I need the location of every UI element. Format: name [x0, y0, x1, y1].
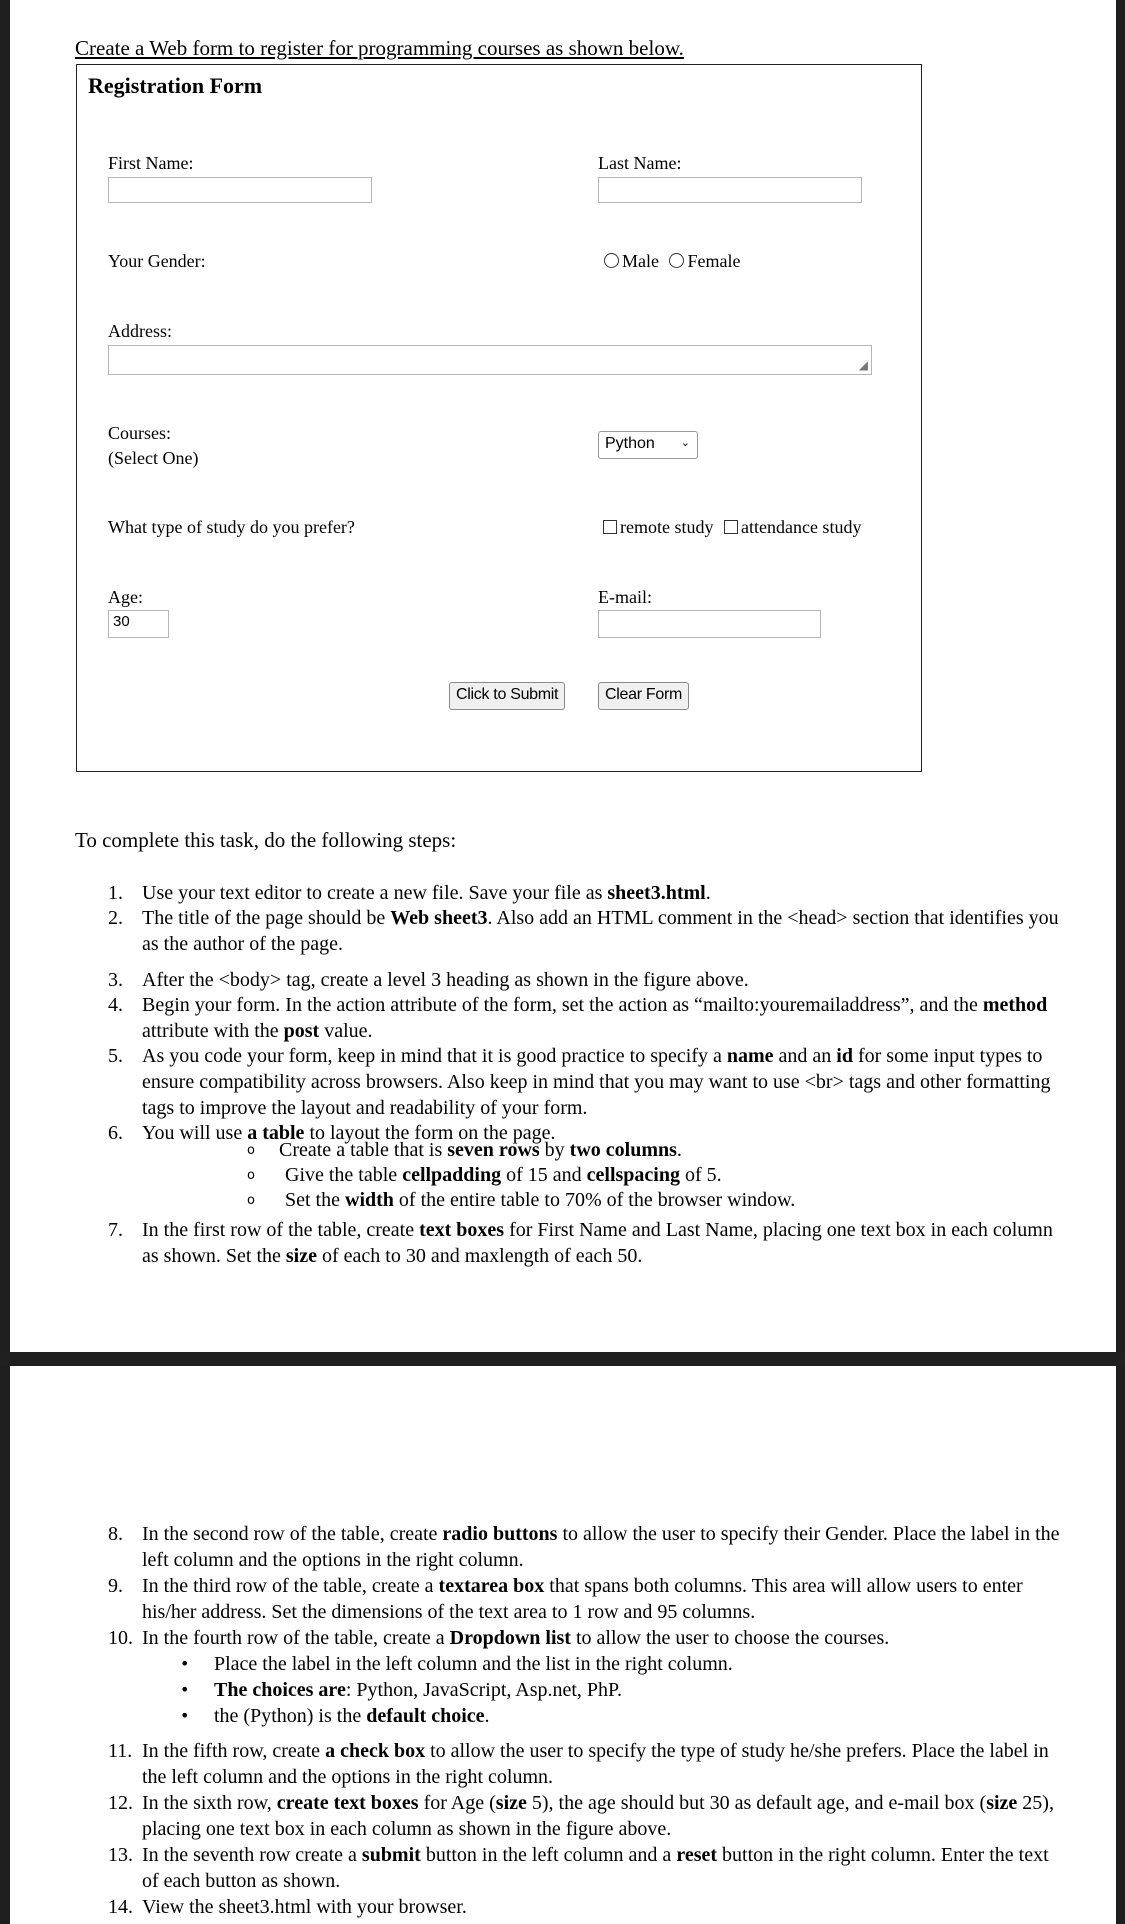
step-number: 4. [108, 994, 123, 1016]
circle-bullet-icon: o [247, 1193, 255, 1208]
bullet-icon: • [180, 1680, 190, 1699]
age-input[interactable]: 30 [108, 610, 169, 638]
step-number: 13. [108, 1844, 133, 1866]
circle-bullet-icon: o [247, 1143, 255, 1158]
submit-button[interactable]: Click to Submit [449, 682, 565, 710]
first-name-input[interactable] [108, 177, 372, 203]
step-number: 2. [108, 907, 123, 929]
checkbox-remote[interactable] [603, 520, 617, 534]
sub-list-text: Set the width of the entire table to 70% of the browser window. [285, 1189, 796, 1211]
step-text: The title of the page should be Web sheet3. Also add an HTML comment in the <head> section that identifies you as the author of the page. [142, 907, 1059, 955]
right-border [1116, 0, 1125, 1924]
age-label: Age: [108, 587, 143, 607]
circle-bullet-icon: o [247, 1168, 255, 1183]
step-number: 9. [108, 1575, 123, 1597]
left-border [0, 0, 10, 1924]
step-text: In the fourth row of the table, create a Dropdown list to allow the user to choose the courses. [142, 1627, 890, 1649]
step-number: 1. [108, 882, 123, 904]
bullet-text: the (Python) is the default choice. [214, 1705, 490, 1727]
last-name-input[interactable] [598, 177, 862, 203]
radio-male[interactable] [604, 253, 619, 268]
step-number: 5. [108, 1045, 123, 1067]
step-text: Begin your form. In the action attribute of the form, set the action as “mailto:youremailaddress”, and the method attribute with the post value. [142, 994, 1048, 1042]
step-text: In the seventh row create a submit button in the left column and a reset button in the right column. Enter the text of each button as shown. [142, 1844, 1049, 1892]
step-number: 12. [108, 1792, 133, 1814]
bullet-icon: • [180, 1654, 190, 1673]
step-number: 10. [108, 1627, 133, 1649]
form-heading: Registration Form [88, 73, 263, 98]
chevron-down-icon: ⌄ [680, 436, 690, 449]
steps-intro: To complete this task, do the following steps: [75, 828, 457, 852]
step-text: Use your text editor to create a new file. Save your file as sheet3.html. [142, 882, 711, 904]
step-text: In the fifth row, create a check box to allow the user to specify the type of study he/she prefers. Place the label in the left column and the options in the right column. [142, 1740, 1049, 1788]
resize-grip-icon[interactable]: ◢ [858, 358, 868, 372]
bullet-text: Place the label in the left column and the list in the right column. [214, 1653, 733, 1675]
study-options [603, 517, 861, 538]
sub-list-text: Give the table cellpadding of 15 and cellspacing of 5. [285, 1164, 722, 1186]
reset-button[interactable]: Clear Form [598, 682, 689, 710]
intro-text: Create a Web form to register for programming courses as shown below. [75, 36, 684, 60]
gender-label: Your Gender: [108, 251, 206, 271]
bullet-text: The choices are: Python, JavaScript, Asp.net, PhP. [214, 1679, 622, 1701]
radio-male-label: Male [622, 251, 659, 271]
step-text: You will use a table to layout the form on the page. [142, 1122, 556, 1144]
registration-form-figure [76, 64, 922, 772]
bullet-icon: • [180, 1706, 190, 1725]
step-number: 3. [108, 969, 123, 991]
checkbox-attendance[interactable] [724, 520, 738, 534]
step-text: As you code your form, keep in mind that it is good practice to specify a name and an id for some input types to ensure compatibility across browsers. Also keep in mind that you may want to use <br> tags and other formatting tags to improve the layout and readability of your form. [142, 1045, 1051, 1119]
checkbox-attendance-label: attendance study [740, 517, 862, 537]
email-input[interactable] [598, 610, 821, 638]
step-text: In the third row of the table, create a textarea box that spans both columns. This area will allow users to enter his/her address. Set the dimensions of the text area to 1 row and 95 columns. [142, 1575, 1023, 1623]
step-number: 14. [108, 1896, 133, 1918]
courses-dropdown[interactable] [598, 431, 698, 459]
study-type-label: What type of study do you prefer? [108, 517, 355, 537]
radio-female[interactable] [669, 253, 684, 268]
step-number: 8. [108, 1523, 123, 1545]
step-number: 6. [108, 1122, 123, 1144]
radio-female-label: Female [687, 251, 741, 271]
address-label: Address: [108, 321, 172, 341]
address-textarea[interactable] [108, 345, 872, 375]
courses-label: Courses: [108, 423, 171, 443]
last-name-label: Last Name: [598, 153, 682, 173]
gender-options [604, 251, 740, 272]
page-separator [0, 1352, 1125, 1366]
step-text: After the <body> tag, create a level 3 heading as shown in the figure above. [142, 969, 749, 991]
step-text: In the first row of the table, create text boxes for First Name and Last Name, placing one text box in each column as shown. Set the size of each to 30 and maxlength of each 50. [142, 1219, 1053, 1267]
step-number: 7. [108, 1219, 123, 1241]
sub-list-text: Create a table that is seven rows by two columns. [279, 1139, 682, 1161]
step-text: View the sheet3.html with your browser. [142, 1896, 467, 1918]
step-text: In the second row of the table, create radio buttons to allow the user to specify their Gender. Place the label in the left column and the options in the right column. [142, 1523, 1060, 1571]
step-text: In the sixth row, create text boxes for Age (size 5), the age should but 30 as default age, and e-mail box (size 25), placing one text box in each column as shown in the figure above. [142, 1792, 1054, 1840]
email-label: E-mail: [598, 587, 652, 607]
step-number: 11. [108, 1740, 133, 1762]
first-name-label: First Name: [108, 153, 194, 173]
courses-selected-value: Python [605, 435, 655, 452]
courses-sublabel: (Select One) [108, 448, 199, 468]
checkbox-remote-label: remote study [620, 517, 714, 537]
